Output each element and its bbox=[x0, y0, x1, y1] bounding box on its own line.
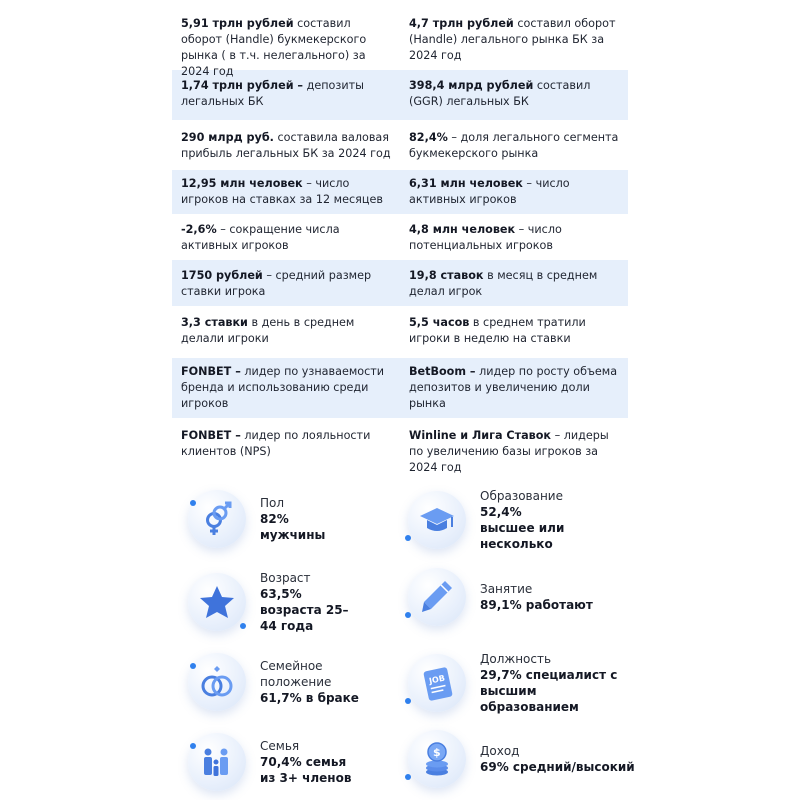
stat-cell: Winline и Лига Ставок – лидеры по увеличению базы игроков за 2024 год bbox=[409, 429, 609, 474]
stat-cell: 1750 рублей – средний размер ставки игрока bbox=[181, 269, 372, 298]
demo-age bbox=[188, 570, 360, 634]
stat-cell: FONBET – лидер по лояльности клиентов (NPS) bbox=[181, 429, 371, 458]
demo-label: Должность bbox=[480, 652, 552, 666]
stats-row-1 bbox=[172, 8, 628, 78]
rings-icon bbox=[188, 653, 246, 711]
demo-value: 52,4% высшее или несколько bbox=[480, 505, 565, 551]
stats-row-6 bbox=[172, 260, 628, 306]
stat-cell: 6,31 млн человек – число активных игроков bbox=[409, 177, 570, 206]
stats-row-4 bbox=[172, 170, 628, 214]
stat-cell: 5,91 трлн рублей составил оборот (Handle) букмекерского рынка ( в т.ч. нелегального) за 2024 год bbox=[181, 17, 367, 78]
demo-value: 70,4% семья из 3+ членов bbox=[260, 755, 352, 785]
demo-label: Образование bbox=[480, 489, 563, 503]
demo-label: Семья bbox=[260, 739, 300, 753]
stat-cell: 398,4 млрд рублей составил (GGR) легальных БК bbox=[409, 79, 591, 108]
stats-row-2 bbox=[172, 70, 628, 120]
demo-label: Семейное положение bbox=[260, 659, 332, 689]
gender-icon bbox=[188, 490, 246, 548]
stats-grid bbox=[172, 8, 628, 482]
demo-label: Пол bbox=[260, 496, 285, 510]
stat-cell: 82,4% – доля легального сегмента букмекерского рынка bbox=[409, 131, 619, 160]
demo-label: Доход bbox=[480, 744, 520, 758]
demo-position bbox=[408, 651, 625, 715]
demo-value: 61,7% в браке bbox=[260, 691, 359, 705]
demo-value: 89,1% работают bbox=[480, 598, 593, 612]
stat-cell: 290 млрд руб. составила валовая прибыль легальных БК за 2024 год bbox=[181, 131, 391, 160]
demo-marital bbox=[188, 653, 359, 711]
stat-cell: 3,3 ставки в день в среднем делали игроки bbox=[181, 316, 355, 345]
stat-cell: FONBET – лидер по узнаваемости бренда и использованию среди игроков bbox=[181, 365, 385, 410]
stat-cell: BetBoom – лидер по росту объема депозитов и увеличению доли рынка bbox=[409, 365, 618, 410]
demo-value: 82% мужчины bbox=[260, 512, 326, 542]
demo-value: 63,5% возраста 25–44 года bbox=[260, 587, 349, 633]
stats-row-3 bbox=[172, 120, 628, 170]
demo-gender bbox=[188, 490, 355, 548]
stat-cell: 4,7 трлн рублей составил оборот (Handle) легального рынка БК за 2024 год bbox=[409, 17, 616, 62]
stat-cell: 1,74 трлн рублей – депозиты легальных БК bbox=[181, 79, 364, 108]
svg-text:$: $ bbox=[433, 746, 441, 759]
stats-row-8 bbox=[172, 358, 628, 418]
job-card-icon bbox=[408, 654, 466, 712]
demo-family bbox=[188, 733, 355, 791]
stats-row-9 bbox=[172, 418, 628, 482]
pencil-icon bbox=[408, 568, 466, 626]
demo-income bbox=[408, 730, 635, 788]
stats-row-5 bbox=[172, 214, 628, 260]
family-icon bbox=[188, 733, 246, 791]
coins-icon bbox=[408, 730, 466, 788]
demo-label: Занятие bbox=[480, 582, 533, 596]
graduation-cap-icon bbox=[408, 491, 466, 549]
stat-cell: 5,5 часов в среднем тратили игроки в неделю на ставки bbox=[409, 316, 586, 345]
stat-cell: 12,95 млн человек – число игроков на ставках за 12 месяцев bbox=[181, 177, 383, 206]
stat-cell: 4,8 млн человек – число потенциальных игроков bbox=[409, 223, 562, 252]
stats-row-7 bbox=[172, 306, 628, 358]
demo-education bbox=[408, 488, 570, 552]
demo-value: 29,7% специалист с высшим образованием bbox=[480, 668, 618, 714]
star-icon bbox=[188, 573, 246, 631]
svg-text:JOB: JOB bbox=[428, 673, 446, 686]
demo-occupation bbox=[408, 568, 593, 626]
stat-cell: -2,6% – сокращение числа активных игроков bbox=[181, 223, 340, 252]
demo-label: Возраст bbox=[260, 571, 311, 585]
demo-value: 69% средний/высокий bbox=[480, 760, 635, 774]
stat-cell: 19,8 ставок в месяц в среднем делал игрок bbox=[409, 269, 598, 298]
